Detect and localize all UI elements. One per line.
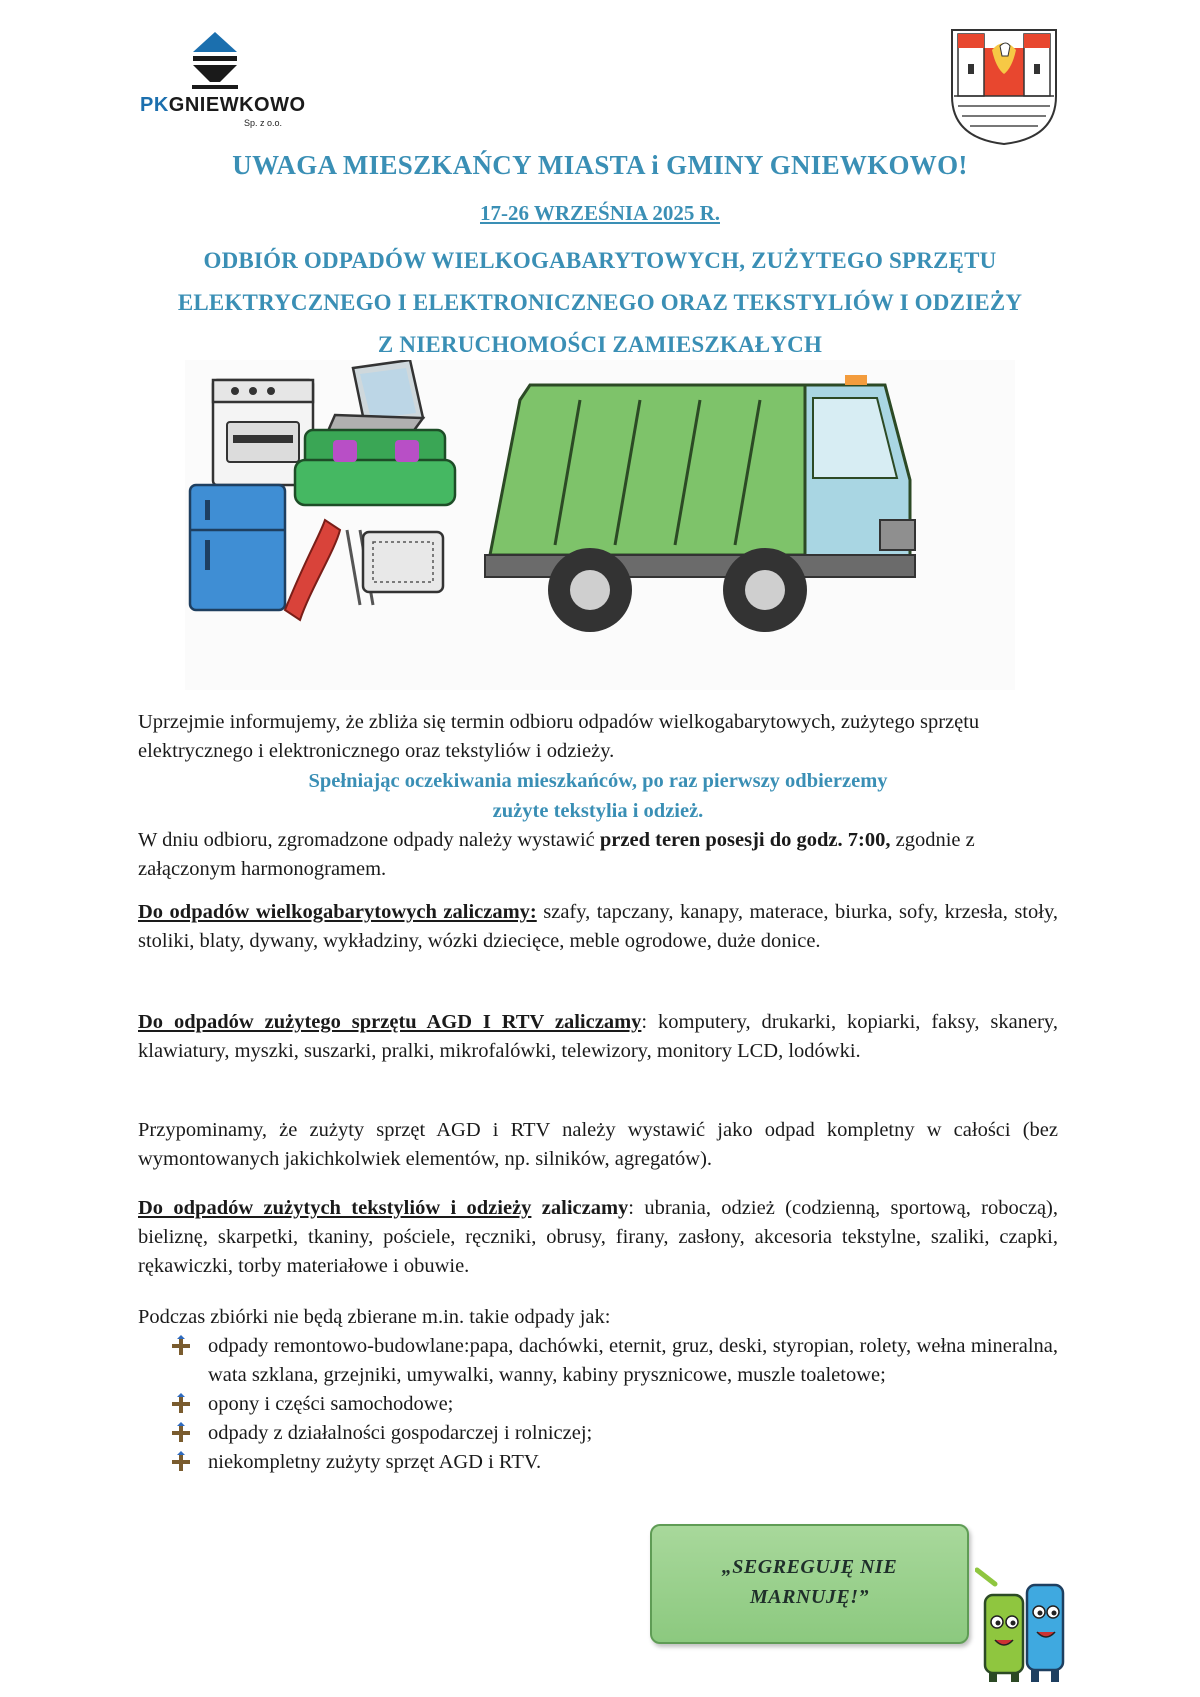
slogan-box	[650, 1524, 969, 1644]
slogan-text: „SEGREGUJĘ NIE MARNUJĘ!”	[721, 1556, 898, 1608]
exclusions-intro: Podczas zbiórki nie będą zbierane m.in. takie odpady jak:	[138, 1306, 611, 1328]
list-item: opony i części samochodowe;	[170, 1390, 1058, 1419]
recycling-mascot	[975, 1560, 1070, 1685]
logo-wordmark: PKGNIEWKOWO	[140, 94, 306, 116]
sofa-icon	[295, 430, 455, 505]
electronics-section: Do odpadów zużytego sprzętu AGD I RTV zaliczamy: komputery, drukarki, kopiarki, faksy, skanery, klawiatury, myszki, suszarki, pralki, mikrofalówki, telewizory, monitory LCD, lodówki.	[138, 1011, 1058, 1062]
plus-bullet-icon	[170, 1451, 192, 1473]
fridge-icon	[190, 485, 285, 610]
collection-date: 17-26 WRZEŚNIA 2025 R.	[480, 201, 720, 225]
bulky-waste-section: Do odpadów wielkogabarytowych zaliczamy: szafy, tapczany, kanapy, materace, biurka, sofy, krzesła, stoły, stoliki, blaty, dywany, wykładziny, wózki dziecięce, meble ogrodowe, duże donice.	[138, 901, 1058, 952]
page-title: UWAGA MIESZKAŃCY MIASTA i GMINY GNIEWKOWO!	[232, 150, 968, 180]
waste-collection-truck-icon	[185, 360, 1015, 690]
collection-illustration	[185, 360, 1015, 690]
town-crest-icon	[944, 26, 1064, 146]
pk-logo-icon	[140, 30, 290, 94]
list-item: odpady z działalności gospodarczej i rolniczej;	[170, 1419, 1058, 1448]
radio-icon	[363, 532, 443, 592]
bulky-waste-label: Do odpadów wielkogabarytowych zaliczamy:	[138, 901, 537, 923]
textiles-label: Do odpadów zużytych tekstyliów i odzieży	[138, 1197, 532, 1219]
plus-bullet-icon	[170, 1422, 192, 1444]
reminder-paragraph: Przypominamy, że zużyty sprzęt AGD i RTV należy wystawić jako odpad kompletny w całości (bez wymontowanych jakichkolwiek elementów, np. silników, agregatów).	[138, 1119, 1058, 1170]
page-subtitle: ODBIÓR ODPADÓW WIELKOGABARYTOWYCH, ZUŻYTEGO SPRZĘTU ELEKTRYCZNEGO I ELEKTRONICZNEGO ORAZ TEKSTYLIÓW I ODZIEŻY Z NIERUCHOMOŚCI ZAMIESZKAŁYCH	[177, 248, 1023, 357]
textiles-highlight: Spełniając oczekiwania mieszkańców, po raz pierwszy odbierzemy zużyte tekstylia i odzież.	[308, 770, 888, 822]
electronics-label: Do odpadów zużytego sprzętu AGD I RTV zaliczamy	[138, 1011, 642, 1033]
exclusions-list	[170, 1332, 1058, 1477]
company-logo	[140, 30, 306, 140]
list-item: odpady remontowo-budowlane:papa, dachówki, eternit, gruz, deski, styropian, rolety, wełna mineralna, wata szklana, grzejniki, umywalki, wanny, kabiny prysznicowe, muszle toaletowe;	[170, 1332, 1058, 1390]
collection-time-note: W dniu odbioru, zgromadzone odpady należy wystawić przed teren posesji do godz. 7:00, zgodnie z załączonym harmonogramem.	[138, 829, 975, 880]
textiles-section: Do odpadów zużytych tekstyliów i odzieży zaliczamy: ubrania, odzież (codzienną, sportową, roboczą), bieliznę, skarpetki, tkaniny, pościele, ręczniki, obrusy, firany, zasłony, akcesoria tekstylne, szaliki, czapki, rękawiczki, torby materiałowe i obuwie.	[138, 1197, 1058, 1277]
plus-bullet-icon	[170, 1335, 192, 1357]
recycling-bins-mascot-icon	[975, 1560, 1070, 1685]
plus-bullet-icon	[170, 1393, 192, 1415]
intro-paragraph: Uprzejmie informujemy, że zbliża się termin odbioru odpadów wielkogabarytowych, zużytego sprzętu elektrycznego i elektronicznego oraz tekstyliów i odzieży.	[138, 711, 980, 762]
list-item: niekompletny zużyty sprzęt AGD i RTV.	[170, 1448, 1058, 1477]
town-crest	[944, 26, 1064, 146]
logo-suffix: Sp. z o.o.	[244, 118, 283, 128]
